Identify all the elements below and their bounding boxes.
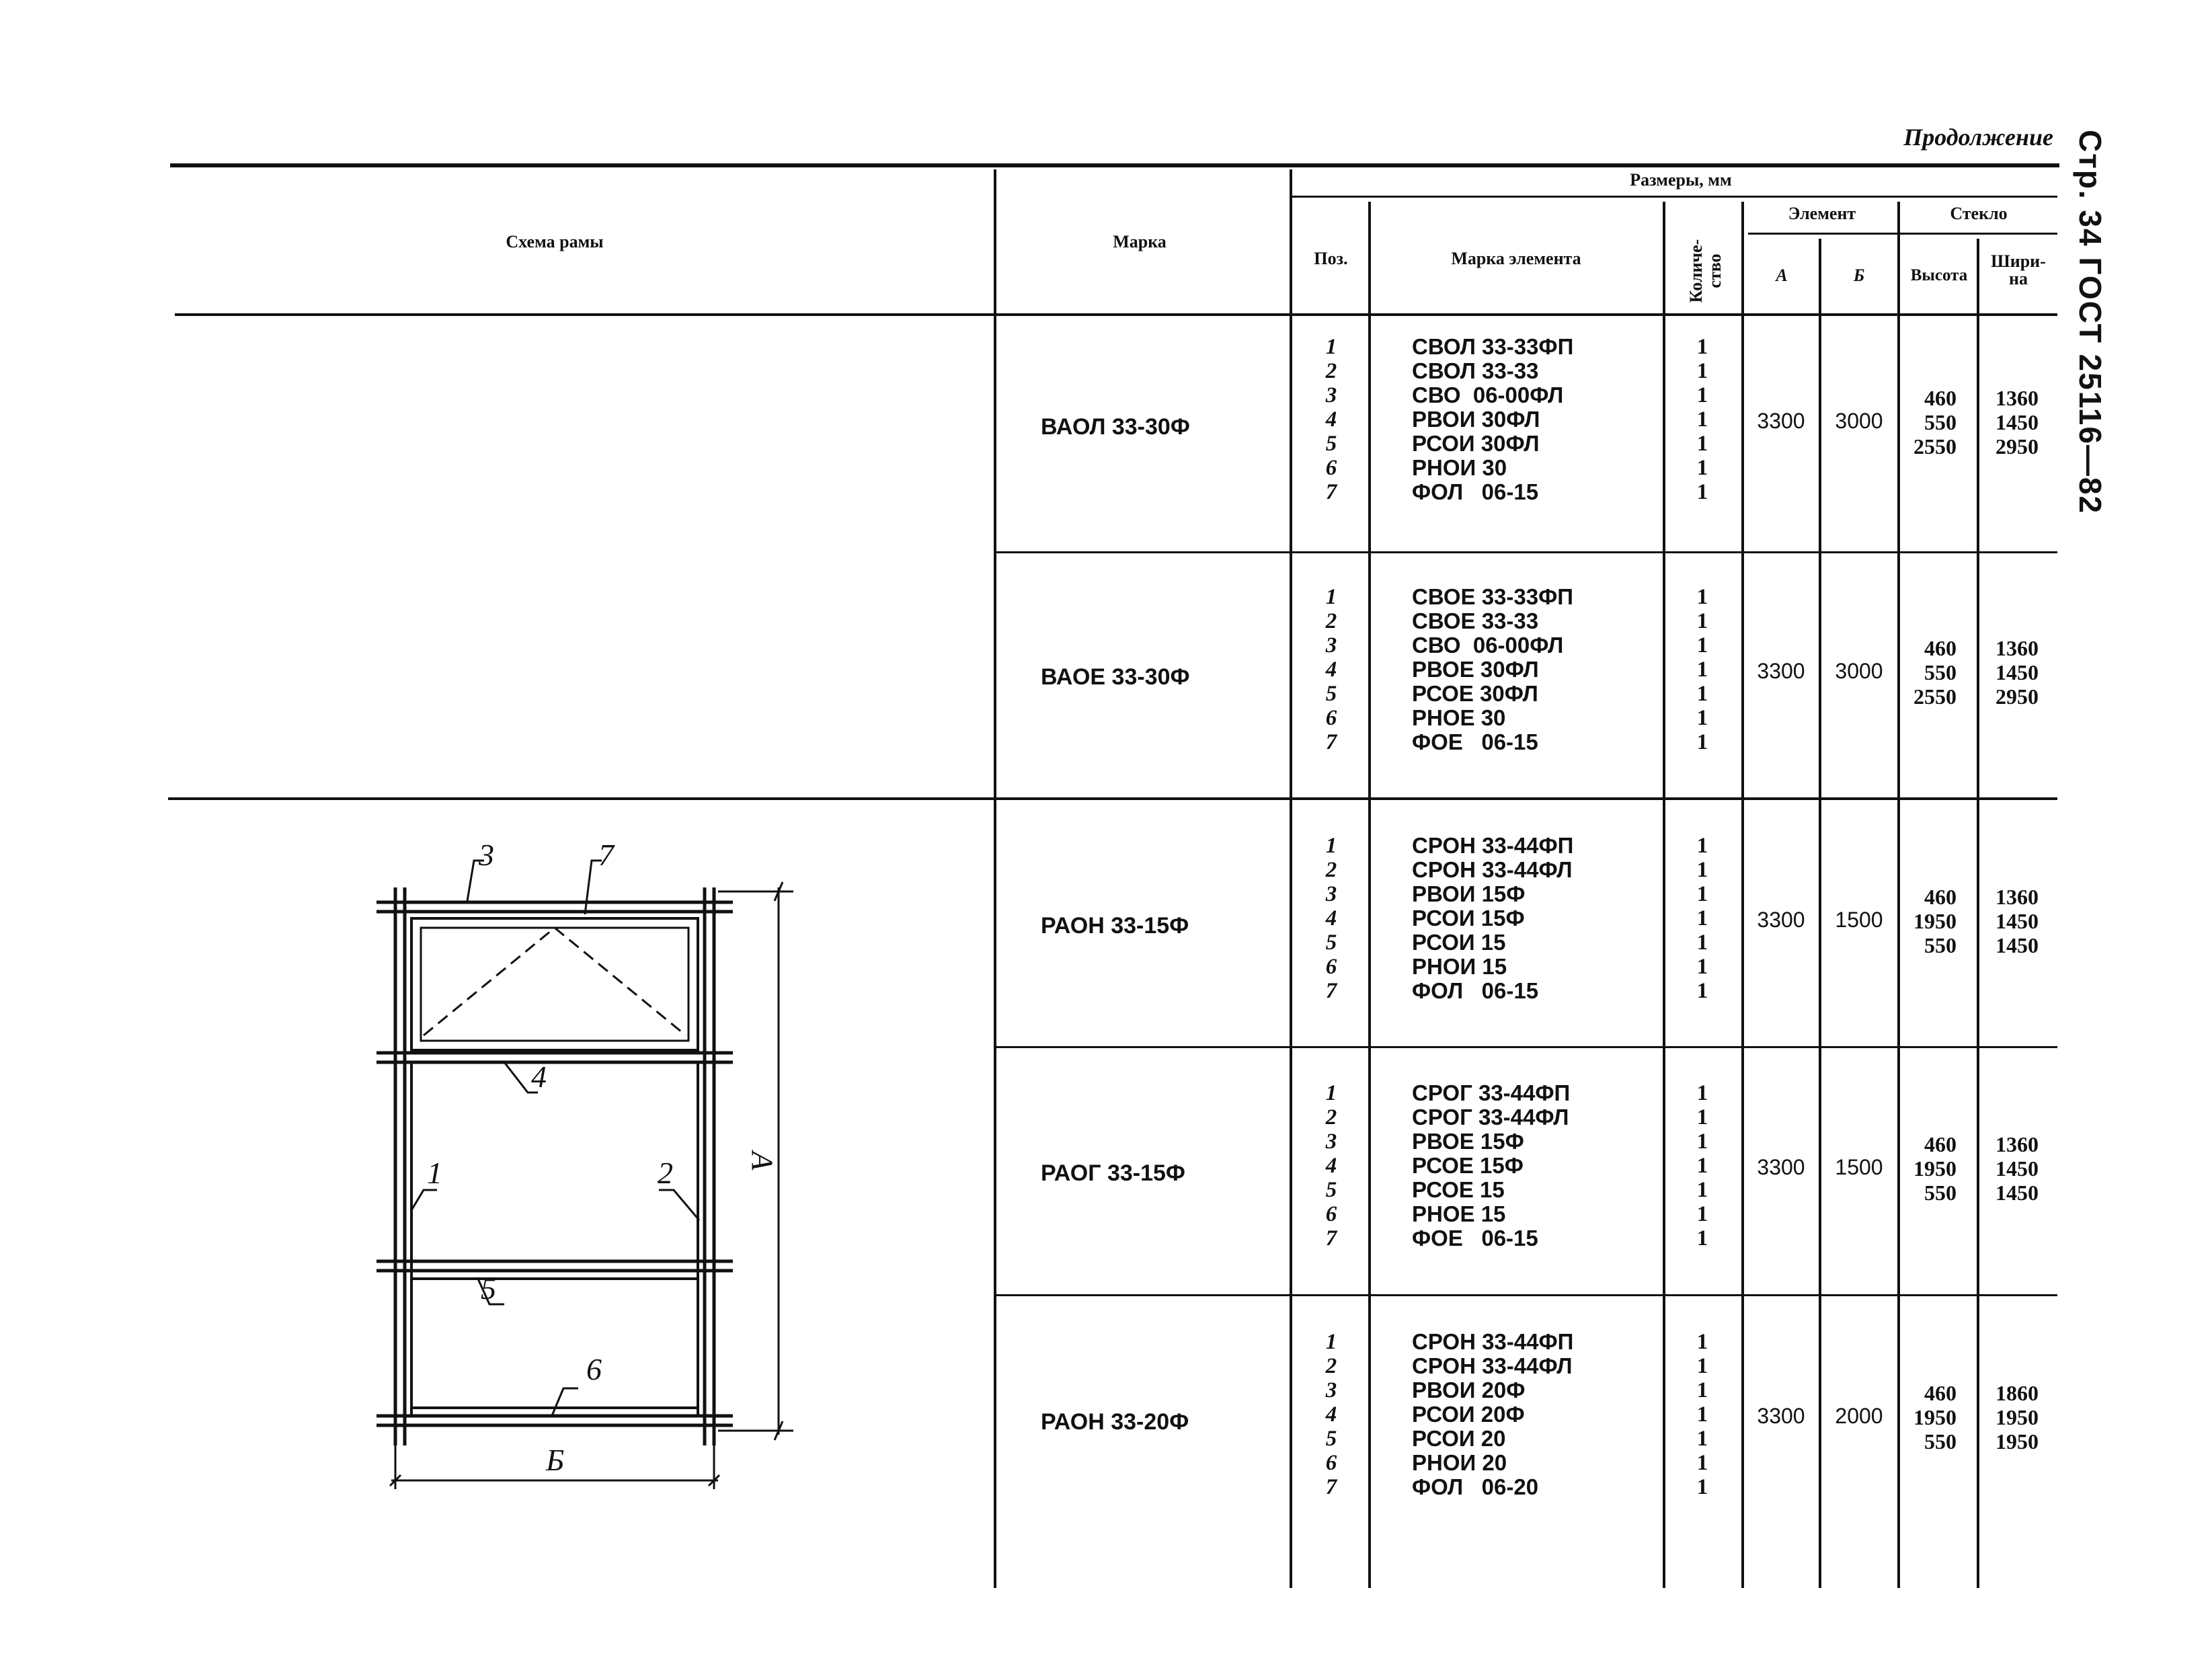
row-position: 6 — [1325, 955, 1337, 979]
row-position: 1 — [1325, 1330, 1337, 1354]
row-element-mark: ФОЕ 06-15 — [1412, 1226, 1538, 1250]
header-mark: Марка — [1113, 232, 1167, 251]
row-element-mark: СРОГ 33-44ФП — [1412, 1080, 1571, 1105]
row-glass-width: 1360 — [1996, 885, 2039, 909]
row-position: 4 — [1325, 658, 1337, 682]
row-mark: ВАОЕ 33-30Ф — [1041, 664, 1190, 690]
row-quantity: 1 — [1696, 1402, 1708, 1427]
row-position: 5 — [1325, 930, 1337, 955]
row-position: 6 — [1325, 1202, 1337, 1226]
row-quantity: 1 — [1696, 930, 1708, 955]
row-element-mark: РСОИ 15Ф — [1412, 906, 1525, 930]
row-position: 2 — [1325, 858, 1337, 882]
row-quantity: 1 — [1696, 1451, 1708, 1475]
row-quantity: 1 — [1696, 834, 1708, 858]
row-position: 7 — [1325, 979, 1337, 1003]
row-position: 5 — [1325, 682, 1337, 706]
col-divider-6 — [1819, 239, 1821, 1588]
row-dim-b: 2000 — [1835, 1404, 1883, 1428]
col-divider-1 — [994, 169, 996, 1588]
row-separator-3 — [995, 1046, 2057, 1048]
row-position: 1 — [1325, 335, 1337, 359]
row-position: 7 — [1325, 1226, 1337, 1250]
header-b: Б — [1853, 266, 1865, 285]
row-position: 1 — [1325, 1081, 1337, 1105]
row-glass-height: 2550 — [1913, 684, 1957, 709]
header-element: Элемент — [1788, 204, 1856, 223]
row-dim-a: 3300 — [1757, 1404, 1805, 1428]
row-quantity: 1 — [1696, 1081, 1708, 1105]
row-position: 5 — [1325, 1427, 1337, 1451]
row-quantity: 1 — [1696, 1105, 1708, 1129]
diagram-label-1: 1 — [427, 1156, 442, 1190]
header-pos: Поз. — [1314, 249, 1348, 268]
row-glass-height: 550 — [1924, 1429, 1957, 1454]
row-position: 4 — [1325, 1154, 1337, 1178]
header-quantity — [1667, 222, 1741, 309]
row-dim-a: 3300 — [1757, 908, 1805, 932]
header-quantity-text: Количе- ство — [1686, 239, 1725, 303]
row-glass-width: 1860 — [1996, 1381, 2039, 1405]
row-quantity: 1 — [1696, 480, 1708, 504]
row-element-mark: ФОЛ 06-20 — [1412, 1474, 1539, 1499]
row-element-mark: РВОЕ 30ФЛ — [1412, 657, 1539, 682]
row-quantity: 1 — [1696, 1475, 1708, 1499]
row-position: 5 — [1325, 1178, 1337, 1202]
row-glass-height: 550 — [1924, 410, 1957, 434]
row-position: 6 — [1325, 706, 1337, 730]
row-dim-b: 1500 — [1835, 1155, 1883, 1179]
row-element-mark: РВОИ 30ФЛ — [1412, 407, 1540, 432]
row-glass-width: 1450 — [1996, 660, 2039, 684]
row-position: 4 — [1325, 1402, 1337, 1427]
row-position: 3 — [1325, 383, 1337, 407]
row-element-mark: СВОЕ 33-33ФП — [1412, 584, 1573, 609]
row-dim-b: 3000 — [1835, 659, 1883, 683]
row-quantity: 1 — [1696, 1178, 1708, 1202]
row-quantity: 1 — [1696, 1354, 1708, 1378]
opening-dash-right — [555, 928, 686, 1035]
row-glass-width: 1450 — [1996, 1181, 2039, 1205]
col-divider-4 — [1663, 202, 1665, 1588]
row-quantity: 1 — [1696, 335, 1708, 359]
row-glass-width: 2950 — [1996, 434, 2039, 459]
row-separator-2 — [168, 797, 2057, 800]
row-quantity: 1 — [1696, 682, 1708, 706]
row-dim-a: 3300 — [1757, 409, 1805, 433]
row-position: 4 — [1325, 906, 1337, 930]
col-divider-2 — [1290, 169, 1292, 1588]
row-glass-height: 1950 — [1913, 1156, 1957, 1181]
dimension-a-label: А — [745, 1151, 780, 1170]
row-element-mark: РВОЕ 15Ф — [1412, 1129, 1524, 1154]
row-quantity: 1 — [1696, 407, 1708, 432]
dims-subheader-rule — [1291, 196, 2057, 198]
row-position: 7 — [1325, 480, 1337, 504]
row-element-mark: ФОЛ 06-15 — [1412, 978, 1539, 1003]
row-glass-height: 460 — [1924, 636, 1957, 660]
header-element-mark: Марка элемента — [1451, 249, 1581, 268]
row-element-mark: РСОЕ 15 — [1412, 1177, 1505, 1202]
continuation-label: Продолжение — [1903, 124, 2053, 151]
row-quantity: 1 — [1696, 858, 1708, 882]
table-top-rule — [170, 163, 2059, 167]
row-element-mark: РНОЕ 15 — [1412, 1201, 1506, 1226]
row-position: 7 — [1325, 730, 1337, 754]
leader-2 — [659, 1190, 699, 1220]
row-element-mark: ФОЛ 06-15 — [1412, 479, 1539, 504]
row-glass-height: 550 — [1924, 660, 1957, 684]
row-quantity: 1 — [1696, 1427, 1708, 1451]
diagram-label-6: 6 — [586, 1352, 602, 1386]
row-quantity: 1 — [1696, 730, 1708, 754]
row-glass-height: 1950 — [1913, 1405, 1957, 1429]
row-quantity: 1 — [1696, 906, 1708, 930]
row-position: 6 — [1325, 1451, 1337, 1475]
row-element-mark: СВО 06-00ФЛ — [1412, 383, 1564, 407]
row-element-mark: РСОЕ 15Ф — [1412, 1153, 1524, 1178]
row-quantity: 1 — [1696, 1154, 1708, 1178]
row-quantity: 1 — [1696, 1226, 1708, 1250]
row-dim-b: 3000 — [1835, 409, 1883, 433]
row-position: 2 — [1325, 359, 1337, 383]
row-quantity: 1 — [1696, 979, 1708, 1003]
row-quantity: 1 — [1696, 882, 1708, 906]
diagram-label-5: 5 — [481, 1271, 496, 1306]
leader-6 — [551, 1388, 578, 1417]
row-quantity: 1 — [1696, 1378, 1708, 1402]
row-element-mark: СВО 06-00ФЛ — [1412, 633, 1564, 658]
row-quantity: 1 — [1696, 383, 1708, 407]
row-element-mark: ФОЕ 06-15 — [1412, 729, 1538, 754]
diagram-label-7: 7 — [598, 838, 614, 872]
row-glass-width: 1360 — [1996, 386, 2039, 410]
row-glass-height: 460 — [1924, 386, 1957, 410]
row-quantity: 1 — [1696, 456, 1708, 480]
header-glass: Стекло — [1950, 204, 2008, 223]
row-quantity: 1 — [1696, 658, 1708, 682]
row-glass-width: 1450 — [1996, 410, 2039, 434]
row-position: 3 — [1325, 1129, 1337, 1154]
row-element-mark: СРОН 33-44ФП — [1412, 833, 1574, 858]
row-position: 2 — [1325, 609, 1337, 633]
col-divider-3 — [1368, 202, 1371, 1588]
diagram-label-2: 2 — [658, 1156, 673, 1190]
row-position: 3 — [1325, 882, 1337, 906]
row-element-mark: РНОЕ 30 — [1412, 705, 1506, 730]
row-element-mark: СВОЛ 33-33ФП — [1412, 334, 1574, 359]
row-element-mark: СРОН 33-44ФЛ — [1412, 857, 1573, 882]
row-position: 2 — [1325, 1105, 1337, 1129]
row-glass-width: 1360 — [1996, 636, 2039, 660]
row-element-mark: РВОИ 15Ф — [1412, 881, 1526, 906]
page-header-text: Стр. 34 ГОСТ 25116—82 — [2073, 130, 2108, 515]
row-quantity: 1 — [1696, 432, 1708, 456]
row-glass-width: 1360 — [1996, 1132, 2039, 1156]
row-position: 5 — [1325, 432, 1337, 456]
row-separator-4 — [995, 1294, 2057, 1296]
row-element-mark: СРОН 33-44ФЛ — [1412, 1353, 1573, 1378]
row-dim-a: 3300 — [1757, 659, 1805, 683]
element-glass-rule — [1748, 233, 2057, 235]
row-element-mark: СВОЛ 33-33 — [1412, 358, 1539, 383]
row-dim-b: 1500 — [1835, 908, 1883, 932]
row-element-mark: РСОИ 15 — [1412, 930, 1506, 955]
sash-outer — [411, 918, 698, 1050]
page-header — [2071, 130, 2111, 515]
row-element-mark: РНОИ 15 — [1412, 954, 1507, 979]
row-quantity: 1 — [1696, 609, 1708, 633]
row-glass-width: 2950 — [1996, 684, 2039, 709]
row-glass-height: 2550 — [1913, 434, 1957, 459]
row-glass-width: 1450 — [1996, 909, 2039, 933]
row-quantity: 1 — [1696, 1330, 1708, 1354]
header-height: Высота — [1910, 266, 1968, 284]
row-element-mark: РНОИ 30 — [1412, 455, 1507, 480]
row-position: 2 — [1325, 1354, 1337, 1378]
row-glass-height: 1950 — [1913, 909, 1957, 933]
row-quantity: 1 — [1696, 1202, 1708, 1226]
row-element-mark: РСОИ 20Ф — [1412, 1402, 1525, 1427]
row-position: 1 — [1325, 834, 1337, 858]
row-quantity: 1 — [1696, 955, 1708, 979]
row-glass-width: 1450 — [1996, 933, 2039, 957]
row-element-mark: РНОИ 20 — [1412, 1450, 1507, 1475]
header-dimensions: Размеры, мм — [1630, 170, 1732, 190]
row-element-mark: СВОЕ 33-33 — [1412, 608, 1539, 633]
header-scheme: Схема рамы — [506, 232, 604, 251]
header-a: А — [1776, 266, 1788, 285]
row-position: 3 — [1325, 633, 1337, 658]
row-glass-width: 1950 — [1996, 1405, 2039, 1429]
row-glass-height: 550 — [1924, 1181, 1957, 1205]
row-glass-height: 460 — [1924, 885, 1957, 909]
leader-1 — [411, 1190, 437, 1210]
row-mark: РАОН 33-15Ф — [1041, 913, 1189, 939]
row-quantity: 1 — [1696, 1129, 1708, 1154]
sash-inner — [421, 928, 688, 1041]
row-element-mark: РСОЕ 30ФЛ — [1412, 681, 1538, 706]
row-glass-height: 460 — [1924, 1132, 1957, 1156]
row-quantity: 1 — [1696, 585, 1708, 609]
row-glass-height: 460 — [1924, 1381, 1957, 1405]
row-glass-width: 1950 — [1996, 1429, 2039, 1454]
row-position: 4 — [1325, 407, 1337, 432]
row-quantity: 1 — [1696, 359, 1708, 383]
row-mark: ВАОЛ 33-30Ф — [1041, 414, 1190, 440]
row-element-mark: СРОГ 33-44ФЛ — [1412, 1105, 1569, 1129]
row-element-mark: РВОИ 20Ф — [1412, 1378, 1526, 1402]
row-mark: РАОГ 33-15Ф — [1041, 1160, 1185, 1186]
row-separator-1 — [995, 551, 2057, 553]
row-glass-width: 1450 — [1996, 1156, 2039, 1181]
diagram-label-4: 4 — [531, 1060, 547, 1094]
header-width: Шири- на — [1991, 251, 2046, 288]
row-glass-height: 550 — [1924, 933, 1957, 957]
diagram-label-3: 3 — [479, 838, 494, 872]
row-quantity: 1 — [1696, 706, 1708, 730]
opening-dash-left — [424, 928, 555, 1035]
header-bottom-rule — [175, 313, 2057, 316]
row-position: 1 — [1325, 585, 1337, 609]
dimension-b-label: Б — [546, 1443, 565, 1477]
row-position: 6 — [1325, 456, 1337, 480]
row-position: 3 — [1325, 1378, 1337, 1402]
row-quantity: 1 — [1696, 633, 1708, 658]
row-element-mark: РСОИ 20 — [1412, 1426, 1506, 1451]
row-element-mark: РСОИ 30ФЛ — [1412, 431, 1540, 456]
row-dim-a: 3300 — [1757, 1155, 1805, 1179]
row-position: 7 — [1325, 1475, 1337, 1499]
row-element-mark: СРОН 33-44ФП — [1412, 1329, 1574, 1354]
row-mark: РАОН 33-20Ф — [1041, 1409, 1189, 1435]
